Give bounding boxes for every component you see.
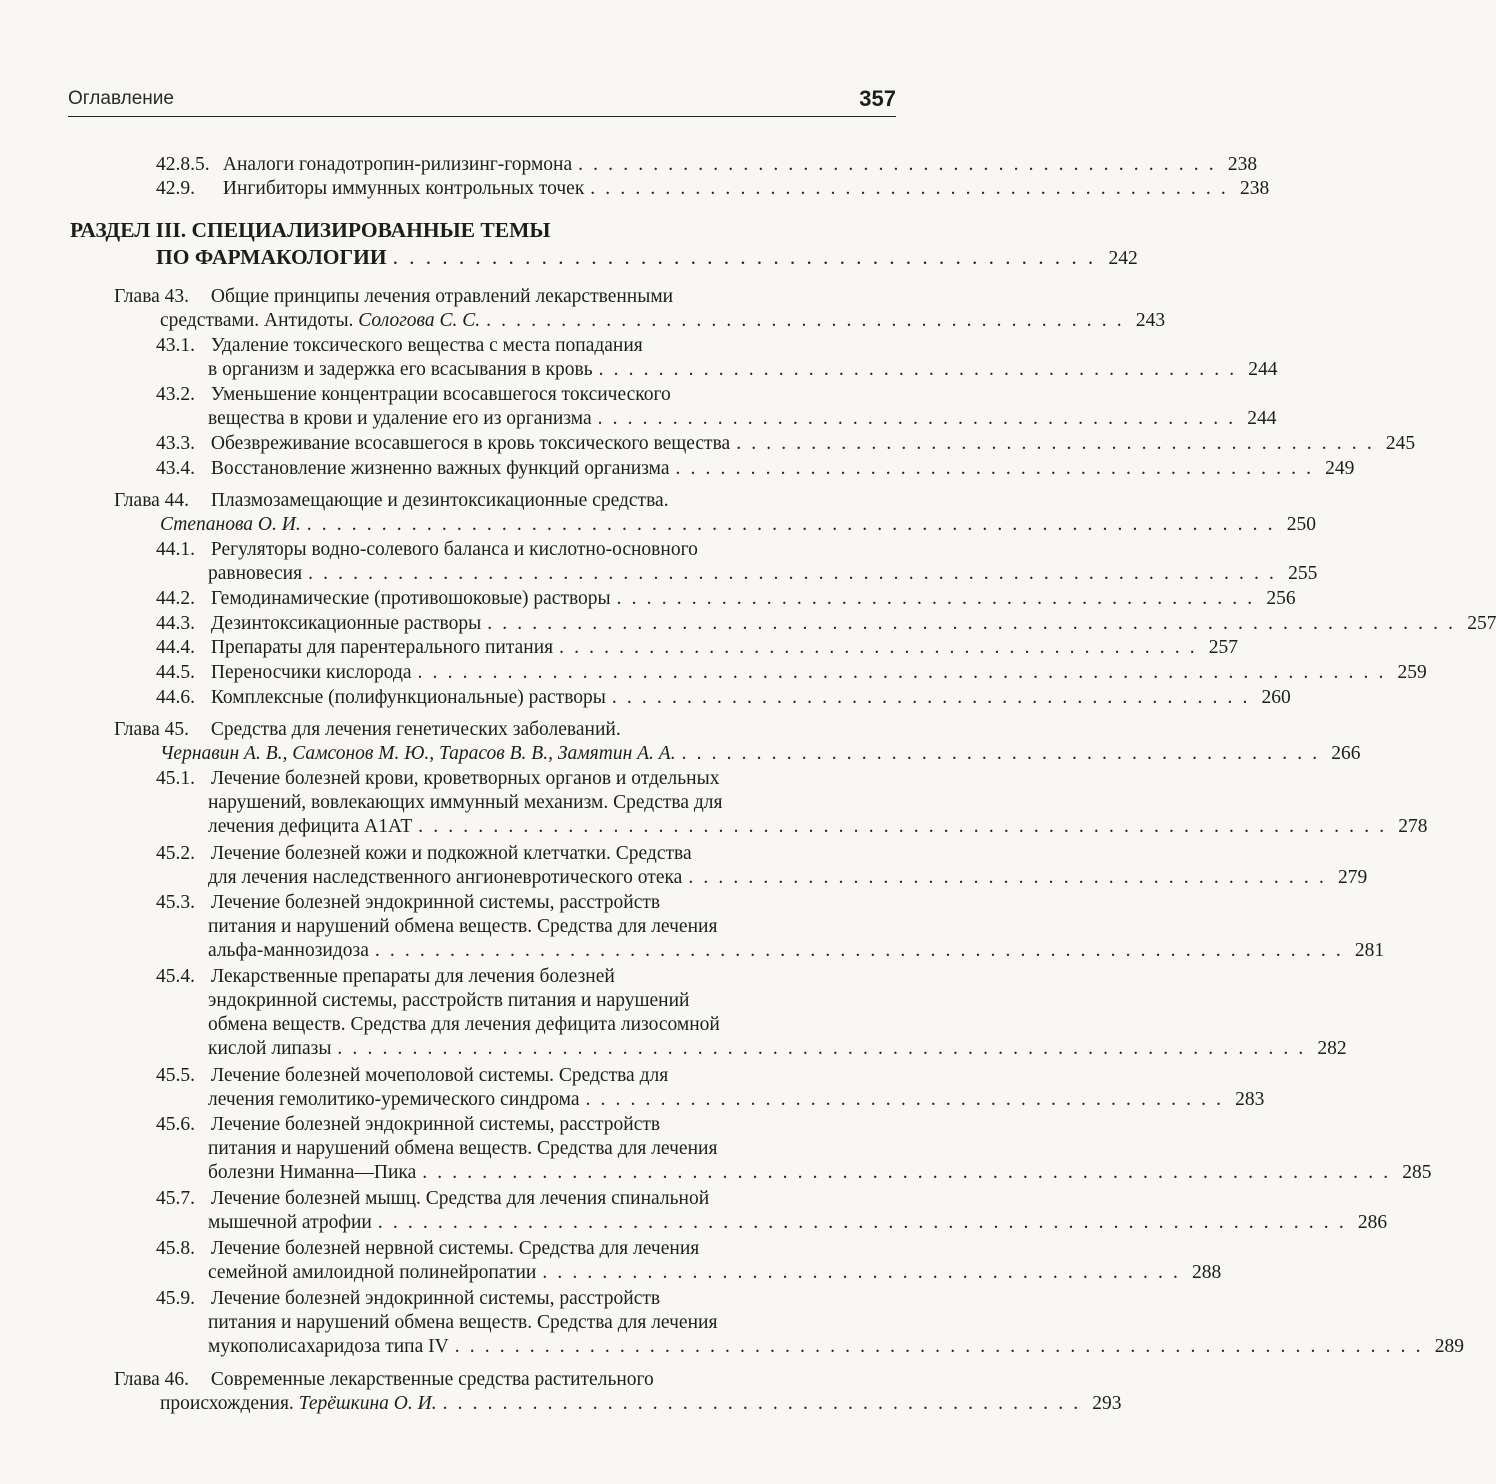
leader-dots: ................................................................. [374,940,1351,961]
entry-title-cont: в организм и задержка его всасывания в кровь [208,359,593,380]
entry-number: 45.5. [156,1065,195,1086]
toc-entry-44-5 [156,661,1427,685]
leader-dots: ........................................... [688,867,1334,888]
entry-number: 43.1. [156,335,195,356]
entry-title: Лечение болезней мышц. Средства для лечения спинальной [210,1188,710,1209]
toc-entry-45-2 [156,842,896,866]
toc-entry-45-1 [156,767,896,791]
page-ref: 249 [1325,458,1355,479]
toc-entry-45-3-cont: питания и нарушений обмена веществ. Средства для лечения [208,916,718,937]
toc-entry-42-9 [156,177,1270,201]
entry-number: 42.9. [156,178,195,199]
page-ref: 256 [1266,588,1296,609]
toc-entry-43-2-cont [208,407,1277,431]
toc-entry-45-4 [156,965,896,989]
chapter-number: Глава 46. [114,1369,190,1390]
toc-entry-45-9-cont: питания и нарушений обмена веществ. Средства для лечения [208,1312,718,1333]
page-ref: 255 [1288,563,1318,584]
chapter-author: Сологова С. С. [358,310,481,331]
leader-dots: ........................................... [611,687,1258,708]
toc-entry-45-3 [156,891,896,915]
entry-title-cont: альфа-маннозидоза [208,940,369,961]
page-ref: 279 [1337,867,1368,888]
toc-entry-45-2-cont [208,866,1368,890]
toc-entry-45-5 [156,1064,896,1088]
chapter-number: Глава 44. [114,490,190,511]
leader-dots: ........................................... [392,245,1105,269]
leader-dots: ................................................................. [417,662,1394,683]
page-ref: 244 [1248,359,1278,380]
entry-number: 44.4. [156,637,195,658]
entry-title: Аналоги гонадотропин-рилизинг-гормона [222,154,573,175]
entry-title-cont: лечения дефицита А1АТ [208,816,413,837]
running-header [68,86,896,117]
chapter-43-heading [114,285,896,309]
toc-entry-45-8-cont [208,1261,1222,1285]
leader-dots: ........................................... [675,458,1322,479]
page-ref: 260 [1261,687,1291,708]
entry-title-cont: равновесия [208,563,303,584]
chapter-author: Терёшкина О. И. [298,1393,437,1414]
entry-number: 45.1. [156,768,195,789]
chapter-46-line2 [160,1392,1122,1416]
chapter-number: Глава 43. [114,286,190,307]
entry-title: Гемодинамические (противошоковые) растворы [210,588,611,609]
chapter-number: Глава 45. [114,719,190,740]
leader-dots: ........................................... [597,408,1244,429]
entry-title: Лечение болезней кожи и подкожной клетчатки. Средства [210,843,692,864]
entry-title: Регуляторы водно-солевого баланса и кислотно-основного [210,539,698,560]
entry-number: 45.8. [156,1238,195,1259]
entry-title: Лечение болезней крови, кроветворных органов и отдельных [210,768,720,789]
entry-title-cont: вещества в крови и удаление его из организма [208,408,592,429]
page-number: 357 [859,86,896,111]
toc-entry-45-7-cont [208,1211,1388,1235]
toc-entry-45-9 [156,1287,896,1311]
entry-title-cont: мышечной атрофии [208,1212,372,1233]
entry-title: Переносчики кислорода [210,662,412,683]
leader-dots: ................................................................. [454,1336,1431,1357]
entry-number: 45.2. [156,843,195,864]
entry-title-cont: болезни Ниманна—Пика [208,1162,417,1183]
toc-entry-43-2 [156,383,896,407]
section-title-line2 [156,244,1138,270]
page-ref: 244 [1247,408,1277,429]
page-ref: 250 [1286,514,1316,535]
toc-entry-45-7 [156,1187,896,1211]
page-ref: 257 [1208,637,1239,658]
page-ref: 243 [1135,310,1166,331]
entry-title: Лекарственные препараты для лечения болезней [210,966,615,987]
toc-entry-44-1 [156,538,896,562]
toc-entry-45-4-cont2: обмена веществ. Средства для лечения дефицита лизосомной [208,1014,720,1035]
page-ref: 282 [1317,1038,1347,1059]
page-ref: 289 [1434,1336,1464,1357]
leader-dots: ................................................................. [306,514,1283,535]
chapter-44-heading [114,489,896,513]
entry-title: Комплексные (полифункциональные) растворы [210,687,606,708]
entry-title: Лечение болезней мочеполовой системы. Средства для [210,1065,669,1086]
header-title: Оглавление [68,88,174,109]
entry-title: Препараты для парентерального питания [210,637,554,658]
toc-entry-43-3 [156,432,1416,456]
entry-number: 43.3. [156,433,195,454]
entry-title-cont: для лечения наследственного ангионевротического отека [208,867,683,888]
entry-title: Обезвреживание всосавшегося в кровь токсического вещества [210,433,731,454]
toc-entry-45-1-cont2 [208,815,1428,839]
leader-dots: ................................................................. [337,1038,1314,1059]
entry-title: Лечение болезней эндокринной системы, расстройств [210,1288,661,1309]
page-ref: 238 [1227,154,1258,175]
page-ref: 286 [1357,1212,1388,1233]
toc-entry-45-6-cont2 [208,1161,1432,1185]
page-ref: 281 [1354,940,1385,961]
chapter-46-heading [114,1368,896,1392]
leader-dots: ................................................................. [308,563,1285,584]
entry-number: 43.2. [156,384,195,405]
toc-entry-45-6-cont: питания и нарушений обмена веществ. Средства для лечения [208,1138,718,1159]
page-ref: 242 [1108,248,1138,269]
leader-dots: ........................................... [542,1262,1188,1283]
chapter-title: Общие принципы лечения отравлений лекарственными [210,286,674,307]
toc-entry-42-8-5 [156,153,1258,177]
entry-title: Лечение болезней эндокринной системы, расстройств [210,892,661,913]
chapter-title-cont: средствами. Антидоты. [160,310,354,331]
entry-title: Ингибиторы иммунных контрольных точек [222,178,585,199]
entry-number: 44.1. [156,539,195,560]
leader-dots: ................................................................. [422,1162,1399,1183]
toc-entry-45-4-cont: эндокринной системы, расстройств питания и нарушений [208,990,690,1011]
entry-number: 44.2. [156,588,195,609]
toc-entry-43-4 [156,457,1355,481]
entry-title-cont: кислой липазы [208,1038,332,1059]
entry-title: Лечение болезней нервной системы. Средства для лечения [210,1238,700,1259]
toc-entry-44-2 [156,587,1296,611]
page-ref: 288 [1192,1262,1222,1283]
leader-dots: ................................................................. [418,816,1395,837]
entry-number: 44.6. [156,687,195,708]
toc-entry-44-1-cont [208,562,1318,586]
entry-number: 44.5. [156,662,195,683]
entry-title-cont: семейной амилоидной полинейропатии [208,1262,537,1283]
page-ref: 285 [1402,1162,1432,1183]
chapter-45-heading [114,718,896,742]
toc-entry-45-5-cont [208,1088,1265,1112]
toc-entry-43-1 [156,334,896,358]
leader-dots: ........................................... [590,178,1236,199]
section-title-line1: РАЗДЕЛ III. СПЕЦИАЛИЗИРОВАННЫЕ ТЕМЫ [70,218,551,242]
page-ref: 266 [1331,743,1361,764]
entry-number: 45.9. [156,1288,195,1309]
leader-dots: ........................................... [486,310,1132,331]
chapter-44-line2 [160,513,1316,537]
toc-entry-45-8 [156,1237,896,1261]
section-title-text: ПО ФАРМАКОЛОГИИ [156,245,387,269]
entry-title: Восстановление жизненно важных функций организма [210,458,670,479]
entry-number: 45.6. [156,1114,195,1135]
toc-entry-44-6 [156,686,1291,710]
entry-number: 42.8.5. [156,154,210,175]
toc-entry-45-4-cont3 [208,1037,1347,1061]
chapter-title: Средства для лечения генетических заболеваний. [210,719,621,740]
entry-number: 43.4. [156,458,195,479]
entry-number: 45.3. [156,892,195,913]
chapter-43-line2 [160,309,1166,333]
leader-dots: ........................................... [585,1089,1232,1110]
entry-title: Удаление токсического вещества с места попадания [210,335,643,356]
entry-title-cont: мукополисахаридоза типа IV [208,1336,449,1357]
leader-dots: ........................................... [559,637,1205,658]
toc-entry-45-9-cont2 [208,1335,1464,1359]
page-ref: 293 [1092,1393,1122,1414]
toc-entry-45-6 [156,1113,896,1137]
leader-dots: ................................................................. [377,1212,1354,1233]
page-ref: 283 [1235,1089,1265,1110]
leader-dots: ........................................... [578,154,1224,175]
toc-entry-43-1-cont [208,358,1278,382]
chapter-title-cont: происхождения. [160,1393,294,1414]
leader-dots: ........................................... [442,1393,1089,1414]
entry-number: 45.4. [156,966,195,987]
page-ref: 238 [1239,178,1270,199]
chapter-author: Чернавин А. В., Самсонов М. Ю., Тарасов В. В., Замятин А. А. [160,743,676,764]
leader-dots: ........................................... [598,359,1245,380]
entry-number: 44.3. [156,613,195,634]
chapter-author: Степанова О. И. [160,514,301,535]
page-ref: 278 [1398,816,1428,837]
leader-dots: ........................................... [616,588,1263,609]
chapter-45-line2 [160,742,1361,766]
chapter-title: Плазмозамещающие и дезинтоксикационные средства. [210,490,669,511]
entry-number: 45.7. [156,1188,195,1209]
page-ref: 257 [1467,613,1496,634]
entry-title: Лечение болезней эндокринной системы, расстройств [210,1114,661,1135]
entry-title: Дезинтоксикационные растворы [210,613,482,634]
leader-dots: ................................................................. [487,613,1464,634]
page-ref: 259 [1397,662,1427,683]
entry-title: Уменьшение концентрации всосавшегося токсического [210,384,671,405]
toc-entry-44-4 [156,636,1239,660]
toc-entry-45-3-cont2 [208,939,1385,963]
toc-entry-45-1-cont: нарушений, вовлекающих иммунный механизм. Средства для [208,792,723,813]
leader-dots: ........................................... [681,743,1328,764]
chapter-title: Современные лекарственные средства растительного [210,1369,654,1390]
toc-entry-44-3 [156,612,1496,636]
leader-dots: ........................................... [736,433,1382,454]
entry-title-cont: лечения гемолитико-уремического синдрома [208,1089,580,1110]
page-ref: 245 [1385,433,1416,454]
